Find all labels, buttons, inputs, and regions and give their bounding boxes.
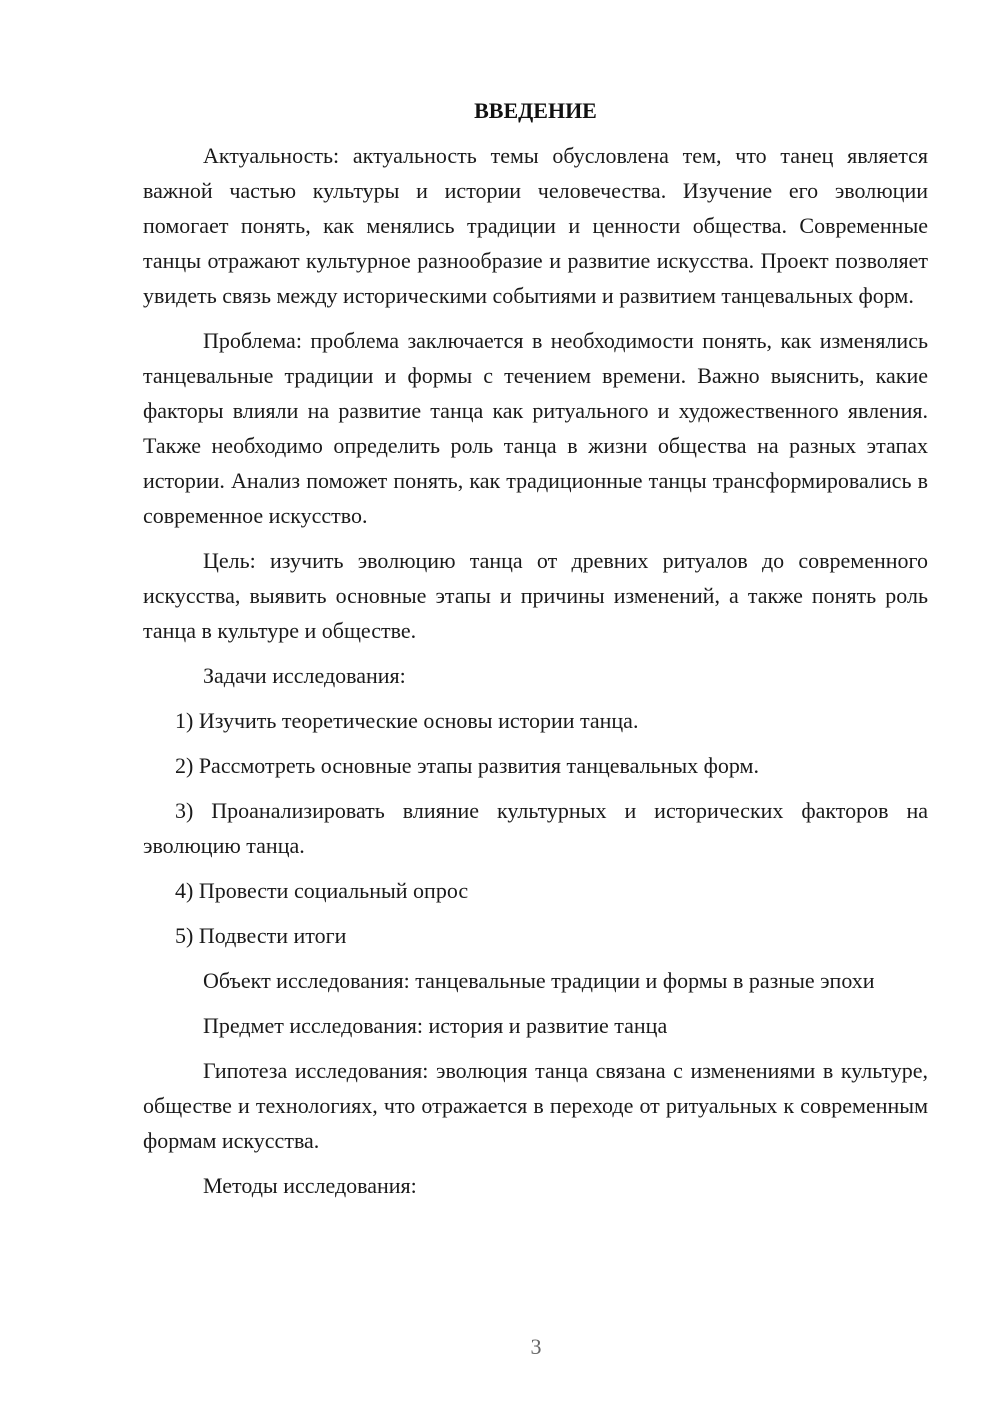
tasks-list: [143, 703, 928, 953]
section-title: ВВЕДЕНИЕ: [474, 98, 597, 123]
list-item: 1) Изучить теоретические основы истории танца.: [175, 708, 639, 733]
list-item: 3) Проанализировать влияние культурных и исторических факторов на эволюцию танца.: [143, 798, 928, 858]
goal-paragraph: Цель: изучить эволюцию танца от древних ритуалов до современного искусства, выявить основные этапы и причины изменений, а также понять роль танца в культуре и обществе.: [143, 548, 928, 643]
subject-paragraph: Предмет исследования: история и развитие танца: [203, 1013, 668, 1038]
hypothesis-paragraph: Гипотеза исследования: эволюция танца связана с изменениями в культуре, обществе и технологиях, что отражается в переходе от ритуальных к современным формам искусства.: [143, 1058, 928, 1153]
object-paragraph: Объект исследования: танцевальные традиции и формы в разные эпохи: [203, 968, 875, 993]
list-item: 2) Рассмотреть основные этапы развития танцевальных форм.: [175, 753, 759, 778]
page-content: [143, 96, 928, 1213]
methods-heading: Методы исследования:: [203, 1173, 417, 1198]
page-number: 3: [530, 1334, 542, 1359]
list-item: 4) Провести социальный опрос: [175, 878, 469, 903]
list-item: 5) Подвести итоги: [175, 923, 347, 948]
problem-paragraph: Проблема: проблема заключается в необходимости понять, как изменялись танцевальные традиции и формы с течением времени. Важно выяснить, какие факторы влияли на развитие танца как ритуального и художественного явления. Также необходимо определить роль танца в жизни общества на разных этапах истории. Анализ поможет понять, как традиционные танцы трансформировались в современное искусство.: [143, 328, 928, 528]
relevance-paragraph: Актуальность: актуальность темы обусловлена тем, что танец является важной частью культуры и истории человечества. Изучение его эволюции помогает понять, как менялись традиции и ценности общества. Современные танцы отражают культурное разнообразие и развитие искусства. Проект позволяет увидеть связь между историческими событиями и развитием танцевальных форм.: [143, 143, 928, 308]
tasks-heading: Задачи исследования:: [203, 663, 406, 688]
